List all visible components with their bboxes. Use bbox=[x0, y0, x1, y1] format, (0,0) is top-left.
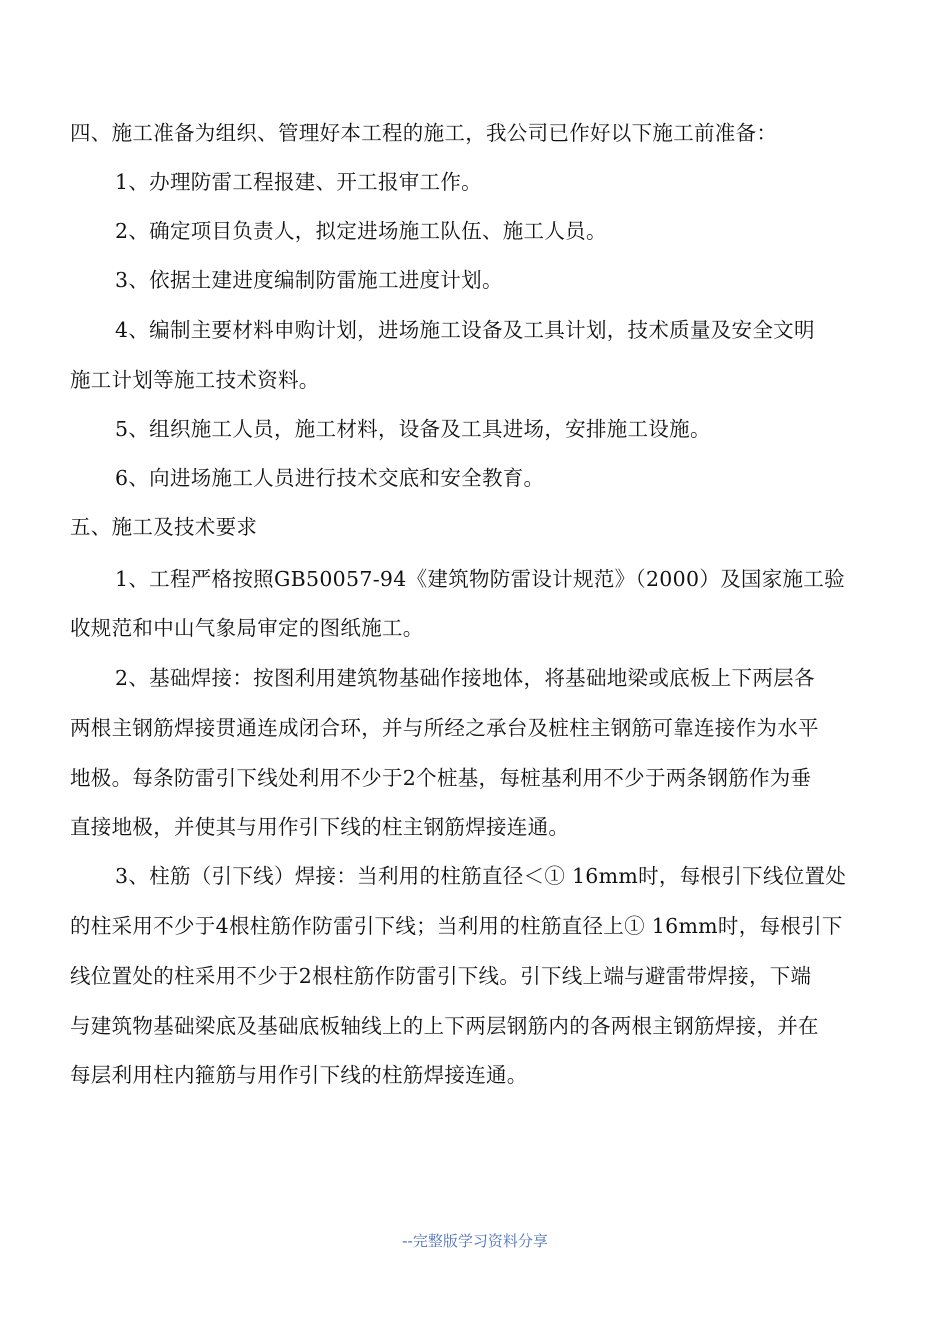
paragraph-line: 两根主钢筋焊接贯通连成闭合环，并与所经之承台及桩柱主钢筋可靠连接作为水平 bbox=[70, 716, 819, 740]
paragraph-item: 5、组织施工人员，施工材料，设备及工具进场，安排施工设施。 bbox=[115, 417, 711, 441]
paragraph-continuation: 施工计划等施工技术资料。 bbox=[70, 368, 320, 392]
paragraph-item: 6、向进场施工人员进行技术交底和安全教育。 bbox=[115, 466, 545, 490]
paragraph-item: 3、依据土建进度编制防雷施工进度计划。 bbox=[115, 268, 503, 292]
paragraph-line: 地极。每条防雷引下线处利用不少于2个桩基，每桩基利用不少于两条钢筋作为垂 bbox=[70, 766, 812, 790]
paragraph-line: 2、基础焊接：按图利用建筑物基础作接地体，将基础地梁或底板上下两层各 bbox=[115, 666, 815, 690]
paragraph-item: 2、确定项目负责人，拟定进场施工队伍、施工人员。 bbox=[115, 219, 607, 243]
paragraph-line: 3、柱筋（引下线）焊接：当利用的柱筋直径＜① 16mm时，每根引下线位置处 bbox=[115, 864, 847, 888]
paragraph-item: 4、编制主要材料申购计划，进场施工设备及工具计划，技术质量及安全文明 bbox=[115, 318, 815, 342]
paragraph-line: 每层利用柱内箍筋与用作引下线的柱筋焊接连通。 bbox=[70, 1063, 528, 1087]
paragraph-line: 线位置处的柱采用不少于2根柱筋作防雷引下线。引下线上端与避雷带焊接，下端 bbox=[70, 964, 812, 988]
paragraph-item: 1、办理防雷工程报建、开工报审工作。 bbox=[115, 170, 482, 194]
paragraph-line: 1、工程严格按照GB50057-94《建筑物防雷设计规范》（2000）及国家施工验 bbox=[115, 567, 845, 591]
section-5-heading: 五、施工及技术要求 bbox=[70, 515, 258, 539]
page-footer: --完整版学习资料分享 bbox=[402, 1232, 548, 1250]
section-4-heading: 四、施工准备为组织、管理好本工程的施工，我公司已作好以下施工前准备： bbox=[70, 121, 778, 145]
paragraph-line: 直接地极，并使其与用作引下线的柱主钢筋焊接连通。 bbox=[70, 815, 570, 839]
paragraph-line: 与建筑物基础梁底及基础底板轴线上的上下两层钢筋内的各两根主钢筋焊接，并在 bbox=[70, 1014, 819, 1038]
paragraph-line: 的柱采用不少于4根柱筋作防雷引下线；当利用的柱筋直径上① 16mm时，每根引下 bbox=[70, 914, 843, 938]
paragraph-line: 收规范和中山气象局审定的图纸施工。 bbox=[70, 616, 424, 640]
